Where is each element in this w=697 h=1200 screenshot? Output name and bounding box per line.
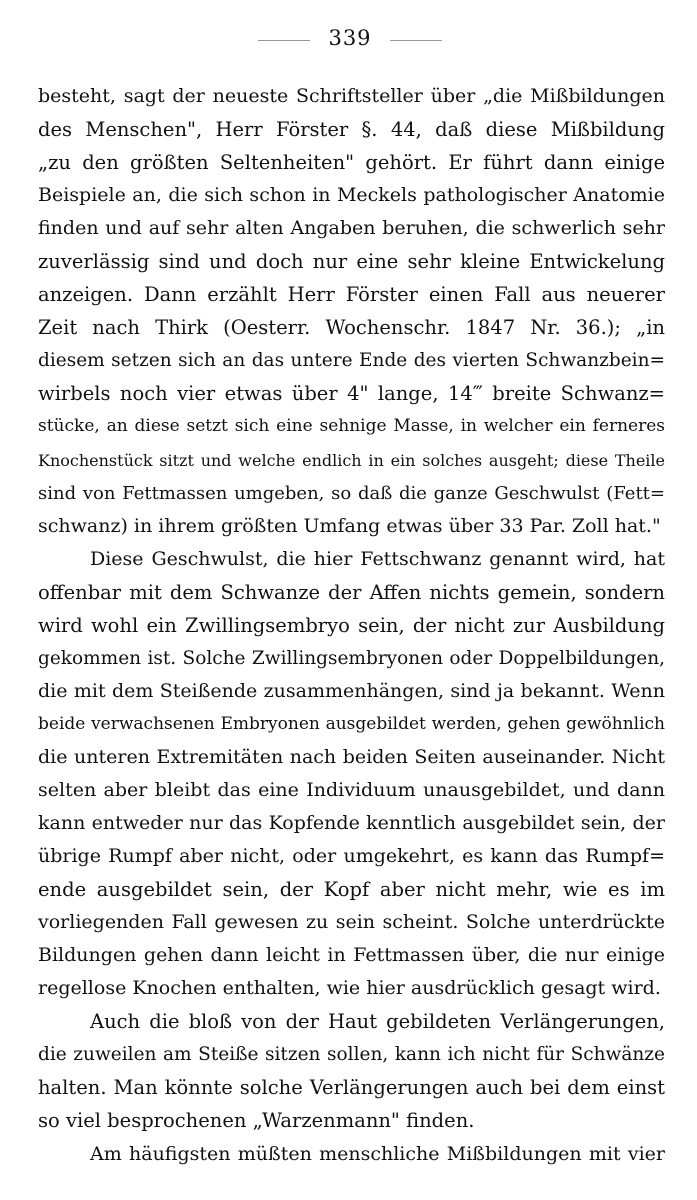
text-line: gekommen ist. Solche Zwillingsembryonen oder Doppelbildungen,	[38, 647, 665, 669]
page-header	[0, 22, 697, 58]
text-line: finden und auf sehr alten Angaben beruhen, die schwerlich sehr	[38, 217, 665, 240]
text-line: Zeit nach Thirk (Oesterr. Wochenschr. 1847 Nr. 36.); „in	[38, 316, 665, 340]
text-line: die zuweilen am Steiße sitzen sollen, kann ich nicht für Schwänze	[38, 1044, 665, 1066]
text-line: offenbar mit dem Schwanze der Affen nichts gemein, sondern	[38, 580, 665, 604]
text-line: Am häufigsten müßten menschliche Mißbildungen mit vier	[90, 1142, 665, 1165]
text-line: Beispiele an, die sich schon in Meckels pathologischer Anatomie	[38, 184, 665, 207]
text-line: so viel besprochenen „Warzenmann" finden.	[38, 1109, 475, 1133]
text-line: anzeigen. Dann erzählt Herr Förster einen Fall aus neuerer	[38, 283, 665, 307]
text-line: wird wohl ein Zwillingsembryo sein, der nicht zur Ausbildung	[38, 613, 665, 637]
text-line: wirbels noch vier etwas über 4" lange, 14‴ breite Schwanz=	[38, 382, 665, 406]
page-number: 339	[328, 26, 372, 50]
text-line: zuverlässig sind und doch nur eine sehr kleine Entwickelung	[38, 250, 665, 274]
text-line: beide verwachsenen Embryonen ausgebildet werden, gehen gewöhnlich	[38, 713, 665, 734]
text-line: diesem setzen sich an das untere Ende des vierten Schwanzbein=	[38, 350, 665, 372]
text-line: besteht, sagt der neueste Schriftsteller über „die Mißbildungen	[38, 85, 665, 107]
body-text	[38, 80, 665, 1171]
text-line: „zu den größten Seltenheiten" gehört. Er führt dann einige	[38, 151, 665, 175]
text-line: vorliegenden Fall gewesen zu sein scheint. Solche unterdrückte	[38, 911, 665, 934]
text-line: ende ausgebildet sein, der Kopf aber nicht mehr, wie es im	[38, 878, 665, 902]
header-rule-left	[258, 40, 310, 41]
text-line: die mit dem Steißende zusammenhängen, sind ja bekannt. Wenn	[38, 679, 665, 702]
text-line: die unteren Extremitäten nach beiden Seiten auseinander. Nicht	[38, 745, 665, 768]
text-line: stücke, an diese setzt sich eine sehnige Masse, in welcher ein ferneres	[38, 416, 665, 437]
text-line: sind von Fettmassen umgeben, so daß die ganze Geschwulst (Fett=	[38, 482, 665, 504]
text-line: Auch die bloß von der Haut gebildeten Verlängerungen,	[90, 1010, 665, 1034]
text-line: selten aber bleibt das eine Individuum unausgebildet, und dann	[38, 778, 665, 801]
text-line: des Menschen", Herr Förster §. 44, daß diese Mißbildung	[38, 118, 665, 142]
text-line: kann entweder nur das Kopfende kenntlich ausgebildet sein, der	[38, 812, 665, 835]
text-line: übrige Rumpf aber nicht, oder umgekehrt, es kann das Rumpf=	[38, 845, 665, 868]
text-line: halten. Man könnte solche Verlängerungen auch bei dem einst	[38, 1076, 665, 1100]
text-line: regellose Knochen enthalten, wie hier ausdrücklich gesagt wird.	[38, 977, 661, 1000]
text-line: schwanz) in ihrem größten Umfang etwas über 33 Par. Zoll hat."	[38, 514, 661, 537]
text-line: Knochenstück sitzt und welche endlich in ein solches ausgeht; diese Theile	[38, 450, 665, 470]
text-line: Diese Geschwulst, die hier Fettschwanz genannt wird, hat	[90, 547, 665, 570]
text-line: Bildungen gehen dann leicht in Fettmassen über, die nur einige	[38, 944, 665, 967]
header-rule-right	[390, 40, 442, 41]
